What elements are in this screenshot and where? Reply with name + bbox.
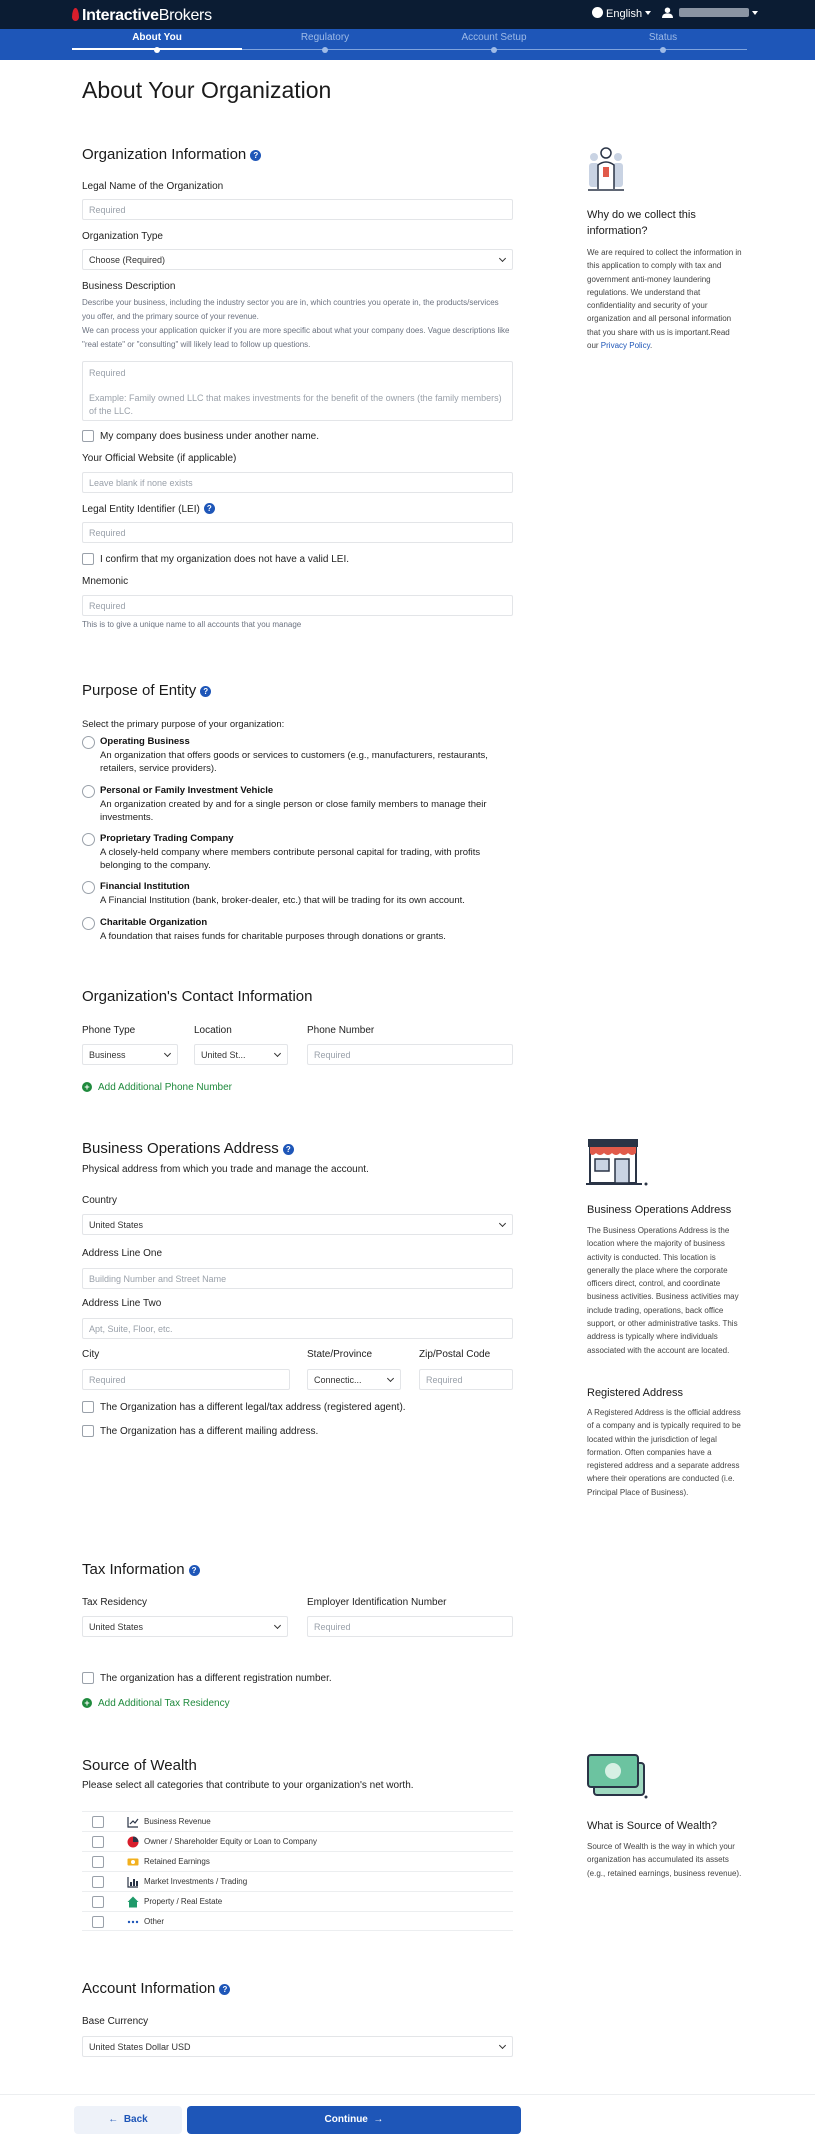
country-select[interactable]: [82, 1214, 513, 1235]
page-title: About Your Organization: [82, 77, 332, 103]
legal-name-label: Legal Name of the Organization: [82, 181, 224, 192]
wealth-row[interactable]: [82, 1911, 513, 1931]
dba-checkbox-label: My company does business under another name.: [100, 431, 320, 442]
chevron-down-icon: [164, 1050, 171, 1057]
plus-circle-icon: +: [82, 1082, 92, 1092]
step-status[interactable]: [593, 32, 733, 43]
lei-input[interactable]: Required: [82, 522, 513, 543]
chevron-down-icon: [387, 1375, 394, 1382]
globe-icon: [592, 7, 603, 18]
business-desc-help-2: We can process your application quicker if you are more specific about what your company does. Vague descriptions like "real estate" or "consulting" will likely lead to follow up questions.: [82, 326, 510, 349]
wealth-row[interactable]: [82, 1871, 513, 1891]
dots-icon: [127, 1916, 139, 1928]
registered-address-label: The Organization has a different legal/tax address (registered agent).: [100, 1402, 406, 1413]
base-currency-select[interactable]: [82, 2036, 513, 2057]
radio-financial-institution[interactable]: [82, 881, 95, 894]
wealth-checkbox[interactable]: [92, 1916, 104, 1928]
chevron-down-icon: [499, 1220, 506, 1227]
address-info-text: The Business Operations Address is the location where the majority of business activity is conducted. This location is generally the place where the corporate officers direct, control, and coordinate business activities. Business activities may include trading, operations, back office support, or other administrative tasks. This address is typically where individuals associated with the account are located.: [587, 1226, 739, 1355]
pie-chart-icon: [127, 1836, 139, 1848]
registered-address-checkbox[interactable]: [82, 1401, 94, 1413]
step-about-you[interactable]: [87, 32, 227, 43]
location-value: United St...: [201, 1050, 246, 1060]
business-desc-help: Describe your business, including the industry sector you are in, which countries you operate in, the products/services you offer, and the primary source of your revenue.: [82, 298, 499, 321]
user-menu[interactable]: [662, 7, 758, 20]
mnemonic-input[interactable]: Required: [82, 595, 513, 616]
wealth-checkbox[interactable]: [92, 1816, 104, 1828]
wealth-checkbox[interactable]: [92, 1836, 104, 1848]
help-icon[interactable]: ?: [283, 1144, 294, 1155]
help-icon[interactable]: ?: [219, 1984, 230, 1995]
option-title: Operating Business: [100, 736, 190, 747]
wealth-checkbox[interactable]: [92, 1896, 104, 1908]
step-label: About You: [132, 32, 182, 43]
option-desc: A closely-held company where members contribute personal capital for trading, with profits belonging to the company.: [100, 847, 481, 871]
website-label: Your Official Website (if applicable): [82, 453, 237, 464]
phone-number-input[interactable]: Required: [307, 1044, 513, 1065]
option-title: Personal or Family Investment Vehicle: [100, 785, 274, 796]
chart-line-icon: [127, 1816, 139, 1828]
mailing-address-checkbox[interactable]: [82, 1425, 94, 1437]
step-label: Regulatory: [300, 32, 350, 43]
arrow-right-icon: →: [367, 2114, 384, 2125]
option-title: Financial Institution: [100, 881, 190, 892]
website-input[interactable]: Leave blank if none exists: [82, 472, 513, 493]
state-select[interactable]: [307, 1369, 401, 1390]
wealth-checkbox[interactable]: [92, 1856, 104, 1868]
continue-button[interactable]: [187, 2106, 521, 2134]
language-selector[interactable]: [592, 7, 651, 20]
help-icon[interactable]: ?: [204, 503, 215, 514]
back-button[interactable]: [74, 2106, 182, 2134]
base-currency-value: United States Dollar USD: [89, 2042, 191, 2052]
logo-bold-text: Interactive: [82, 7, 159, 24]
storefront-icon: [586, 1137, 648, 1187]
wealth-info-text: Source of Wealth is the way in which your organization has accumulated its assets (e.g., retained earnings, business revenue).: [587, 1842, 742, 1878]
plus-circle-icon: +: [82, 1698, 92, 1708]
step-dot: [491, 47, 497, 53]
wealth-label: Business Revenue: [144, 1817, 211, 1826]
mailing-address-label: The Organization has a different mailing address.: [100, 1426, 319, 1437]
state-label: State/Province: [307, 1349, 373, 1360]
line2-input[interactable]: Apt, Suite, Floor, etc.: [82, 1318, 513, 1339]
city-input[interactable]: Required: [82, 1369, 290, 1390]
add-phone-text: Add Additional Phone Number: [98, 1082, 232, 1093]
tax-residency-label: Tax Residency: [82, 1597, 148, 1608]
money-illustration-icon: [586, 1753, 648, 1801]
chevron-down-icon: [274, 1622, 281, 1629]
state-value: Connectic...: [314, 1375, 362, 1385]
chevron-down-icon: [274, 1050, 281, 1057]
org-type-value: Choose (Required): [89, 255, 166, 265]
step-dot: [154, 47, 160, 53]
brand-logo[interactable]: [72, 7, 212, 25]
location-label: Location: [194, 1025, 232, 1036]
wealth-label: Retained Earnings: [144, 1857, 210, 1866]
person-illustration-icon: [586, 143, 626, 193]
legal-name-input[interactable]: Required: [82, 199, 513, 220]
house-icon: [127, 1896, 139, 1908]
step-dot: [322, 47, 328, 53]
wealth-info-title: What is Source of Wealth?: [587, 1820, 718, 1832]
tax-residency-value: United States: [89, 1622, 144, 1632]
wealth-row[interactable]: [82, 1831, 513, 1851]
wealth-label: Other: [144, 1917, 165, 1926]
phone-type-value: Business: [89, 1050, 126, 1060]
location-select[interactable]: [194, 1044, 288, 1065]
add-phone-link[interactable]: [82, 1082, 232, 1093]
section-title-account: [82, 1980, 230, 1997]
help-icon[interactable]: ?: [200, 686, 211, 697]
textarea-placeholder: Required: [89, 368, 126, 378]
city-label: City: [82, 1349, 100, 1360]
line2-label: Address Line Two: [82, 1298, 162, 1309]
option-desc: A Financial Institution (bank, broker-dealer, etc.) that will be trading for its own account.: [100, 895, 465, 906]
help-icon[interactable]: ?: [189, 1565, 200, 1576]
radio-proprietary-trading[interactable]: [82, 833, 95, 846]
ein-label: Employer Identification Number: [307, 1597, 447, 1608]
logo-rest-text: Brokers: [158, 7, 212, 24]
option-title: Charitable Organization: [100, 917, 208, 928]
wealth-row[interactable]: [82, 1891, 513, 1911]
wealth-checkbox[interactable]: [92, 1876, 104, 1888]
step-label: Status: [648, 32, 678, 43]
no-lei-checkbox-label: I confirm that my organization does not have a valid LEI.: [100, 554, 350, 565]
step-account-setup[interactable]: [424, 32, 564, 43]
wealth-label: Property / Real Estate: [144, 1897, 223, 1906]
business-desc-label: Business Description: [82, 281, 176, 292]
progress-stepper: [0, 29, 815, 60]
textarea-example: Example: Family owned LLC that makes investments for the benefit of the owners (the family members) of the LLC.: [89, 393, 502, 416]
mnemonic-label: Mnemonic: [82, 576, 129, 587]
country-value: United States: [89, 1220, 144, 1230]
chevron-down-icon: [499, 255, 506, 262]
wealth-label: Owner / Shareholder Equity or Loan to Company: [144, 1837, 317, 1846]
help-icon[interactable]: ?: [250, 150, 261, 161]
phone-type-select[interactable]: [82, 1044, 178, 1065]
option-title: Proprietary Trading Company: [100, 833, 234, 844]
registered-info-text: A Registered Address is the official address of a company and is typically required to be located within the jurisdiction of legal formation. Often companies have a registered address and a separate address where their operations are conducted (i.e. Principal Place of Business).: [587, 1408, 741, 1497]
language-label: English: [606, 8, 643, 20]
back-label: Back: [123, 2114, 148, 2125]
wealth-subtitle: Please select all categories that contribute to your organization's net worth.: [82, 1780, 414, 1791]
section-title-tax: [82, 1561, 200, 1578]
wealth-row[interactable]: [82, 1851, 513, 1871]
radio-operating-business[interactable]: [82, 736, 95, 749]
tax-residency-select[interactable]: [82, 1616, 288, 1637]
section-title-text: Account Information: [82, 1980, 216, 1997]
purpose-prompt: Select the primary purpose of your organization:: [82, 719, 285, 730]
redacted-username: [679, 8, 749, 17]
wealth-row[interactable]: [82, 1811, 513, 1831]
section-title-org-info: [82, 146, 261, 163]
registration-number-checkbox[interactable]: [82, 1672, 94, 1684]
top-bar: [0, 0, 815, 29]
step-dot: [660, 47, 666, 53]
why-collect-period: .: [650, 341, 653, 351]
section-title-text: Tax Information: [82, 1561, 185, 1578]
base-currency-label: Base Currency: [82, 2016, 149, 2027]
arrow-left-icon: ←: [108, 2114, 124, 2125]
chevron-down-icon: [645, 11, 651, 15]
section-title-contact: Organization's Contact Information: [82, 988, 313, 1005]
section-title-text: Organization Information: [82, 146, 247, 163]
ein-input[interactable]: Required: [307, 1616, 513, 1637]
flame-icon: [72, 8, 79, 21]
line1-input[interactable]: Building Number and Street Name: [82, 1268, 513, 1289]
org-type-select[interactable]: [82, 249, 513, 270]
no-lei-checkbox[interactable]: [82, 553, 94, 565]
radio-charitable-org[interactable]: [82, 917, 95, 930]
section-title-purpose: [82, 682, 211, 699]
business-desc-textarea[interactable]: [82, 361, 513, 421]
address-subtitle: Physical address from which you trade and manage the account.: [82, 1164, 369, 1175]
zip-label: Zip/Postal Code: [419, 1349, 491, 1360]
dba-checkbox[interactable]: [82, 430, 94, 442]
footer-bar: [0, 2094, 815, 2139]
address-info-title: Business Operations Address: [587, 1204, 732, 1216]
step-regulatory[interactable]: [255, 32, 395, 43]
lei-label: [82, 503, 215, 515]
privacy-policy-link[interactable]: Privacy Policy: [600, 341, 650, 351]
phone-type-label: Phone Type: [82, 1025, 136, 1036]
why-collect-body: We are required to collect the information in this application to comply with tax and government anti-money laundering regulations. We understand that confidentiality and security of your organization and all personal information that you share with us is important.Read our: [587, 248, 742, 351]
continue-label: Continue: [324, 2114, 368, 2125]
registered-info-title: Registered Address: [587, 1387, 683, 1399]
add-tax-text: Add Additional Tax Residency: [98, 1698, 230, 1709]
bar-chart-icon: [127, 1876, 139, 1888]
zip-input[interactable]: Required: [419, 1369, 513, 1390]
section-title-address: [82, 1140, 294, 1157]
option-desc: An organization that offers goods or services to customers (e.g., manufacturers, restaurants, retailers, service providers).: [100, 750, 488, 774]
add-tax-residency-link[interactable]: [82, 1698, 230, 1709]
chevron-down-icon: [499, 2042, 506, 2049]
lei-label-text: Legal Entity Identifier (LEI): [82, 504, 200, 515]
chevron-down-icon: [752, 11, 758, 15]
registration-number-label: The organization has a different registration number.: [100, 1673, 332, 1684]
radio-personal-investment[interactable]: [82, 785, 95, 798]
option-desc: An organization created by and for a single person or close family members to manage their investments.: [100, 799, 487, 823]
section-title-text: Purpose of Entity: [82, 682, 197, 699]
mnemonic-hint: This is to give a unique name to all accounts that you manage: [82, 620, 302, 629]
org-type-label: Organization Type: [82, 231, 163, 242]
phone-number-label: Phone Number: [307, 1025, 375, 1036]
why-collect-text: [587, 246, 742, 352]
option-desc: A foundation that raises funds for charitable purposes through donations or grants.: [100, 931, 446, 942]
cash-icon: [127, 1856, 139, 1868]
section-title-text: Business Operations Address: [82, 1140, 279, 1157]
country-label: Country: [82, 1195, 118, 1206]
wealth-label: Market Investments / Trading: [144, 1877, 248, 1886]
why-collect-title: Why do we collect this information?: [587, 209, 696, 237]
user-icon: [662, 7, 673, 18]
step-label: Account Setup: [461, 32, 527, 43]
line1-label: Address Line One: [82, 1248, 163, 1259]
section-title-wealth: Source of Wealth: [82, 1757, 197, 1774]
